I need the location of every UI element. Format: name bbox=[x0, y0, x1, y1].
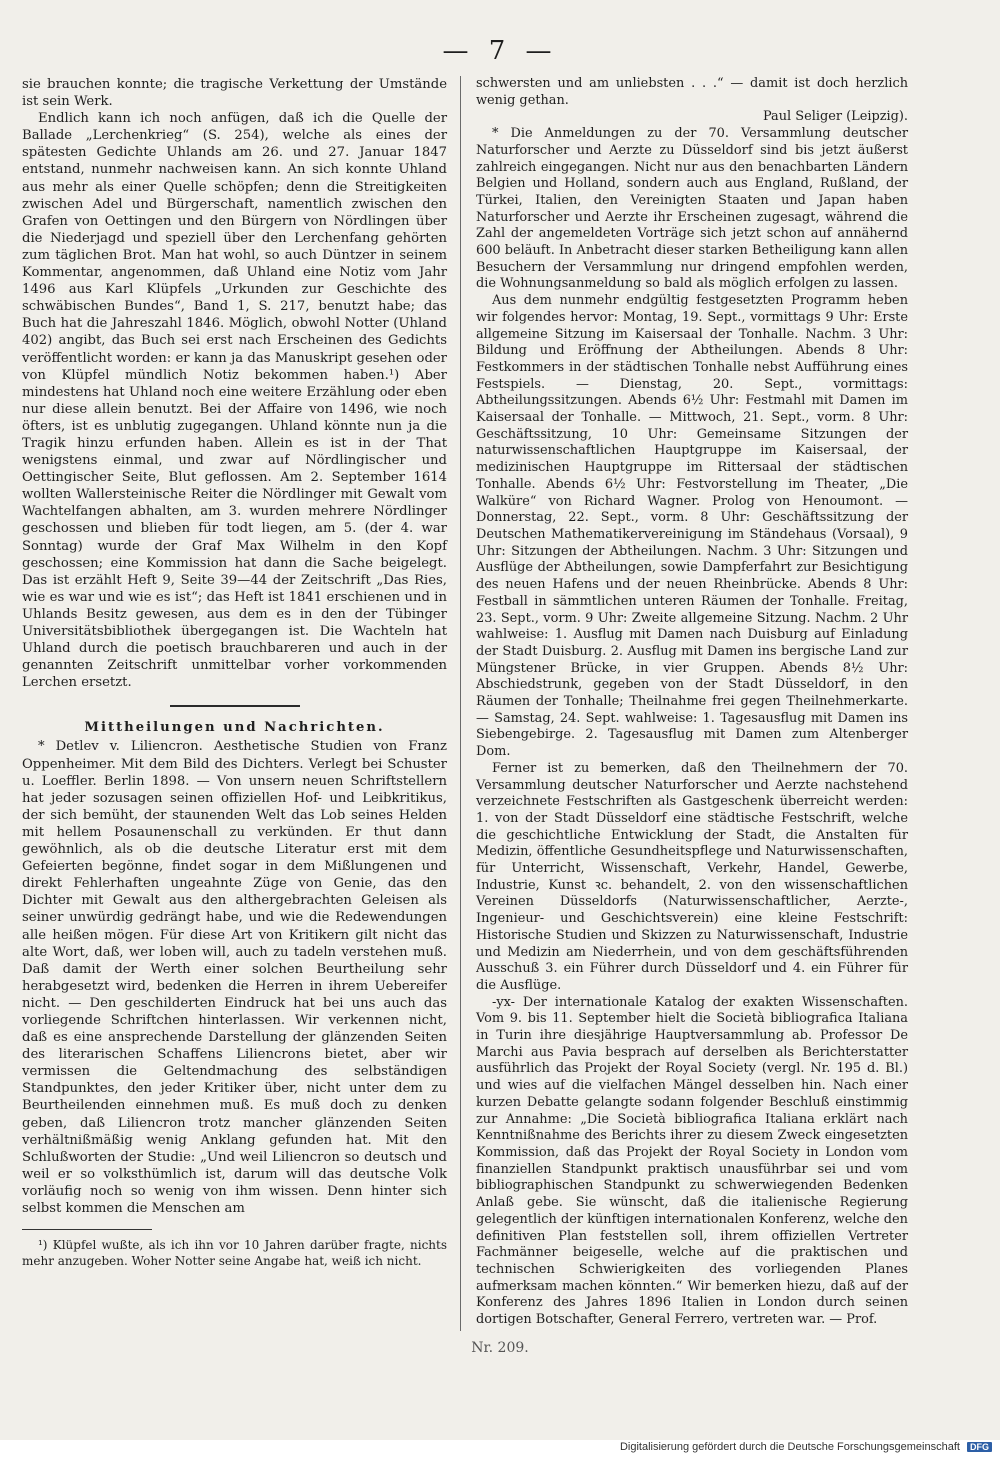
right-paragraph-4: Ferner ist zu bemerken, daß den Theilnehmern der 70. Versammlung deutscher Naturforscher und Aerzte nachstehend verzeichnete Festschriften als Gastgeschenk überreicht werden: 1. von der Stadt Düsseldorf eine städtische Festschrift, welche die geschichtliche Entwicklung der Stadt, die Anstalten für Medizin, öffentliche Gesundheitspflege und Naturwissenschaften, für Unterricht, Wissenschaft, Verkehr, Handel, Gewerbe, Industrie, Kunst ꝛc. behandelt, 2. von den wissenschaftlichen Vereinen Düsseldorfs (Naturwissenschaftlicher, Aerzte-, Ingenieur- und Geschichtsverein) eine kleine Festschrift: Historische Studien und Skizzen zu Naturwissenschaft, Industrie und Medizin am Niederrhein, und von dem geschäftsführenden Ausschuß 3. ein Führer durch Düsseldorf und 4. ein Führer für die Ausflüge. bbox=[476, 760, 908, 993]
left-paragraph-1: sie brauchen konnte; die tragische Verkettung der Umstände ist sein Werk. bbox=[22, 77, 447, 110]
column-divider bbox=[460, 76, 461, 1331]
footnote-divider bbox=[22, 1229, 152, 1230]
right-paragraph-3: Aus dem nunmehr endgültig festgesetzten Programm heben wir folgendes hervor: Montag, 19. Sept., vormittags 9 Uhr: Erste allgemeine Sitzung im Kaisersaal der Tonhalle. Nachm. 3 Uhr: Bildung und Eröffnung der Abtheilungen. Abends 8 Uhr: Festkommers in der städtischen Tonhalle nebst Aufführung eines Festspiels. — Dienstag, 20. Sept., vormittags: Abtheilungssitzungen. Abends 6½ Uhr: Festmahl mit Damen im Kaisersaal der Tonhalle. — Mittwoch, 21. Sept., vorm. 8 Uhr: Geschäftssitzung, 10 Uhr: Gemeinsame Sitzungen der naturwissenschaftlichen Hauptgruppe im Kaisersaal, der medizinischen Hauptgruppe im Rittersaal der städtischen Tonhalle. Abends 6½ Uhr: Festvorstellung im Theater, „Die Walküre“ von Richard Wagner. Prolog von Henoumont. — Donnerstag, 22. Sept., vorm. 8 Uhr: Geschäftssitzung der Deutschen Mathematikervereinigung im Ständehaus (Vorsaal), 9 Uhr: Sitzungen der Abtheilungen. Nachm. 3 Uhr: Sitzungen und Ausflüge der Abtheilungen, sowie Dampferfahrt zur Besichtigung des neuen Hafens und der neuen Rheinbrücke. Abends 8 Uhr: Festball in sämmtlichen unteren Räumen der Tonhalle. Freitag, 23. Sept., vorm. 9 Uhr: Zweite allgemeine Sitzung. Nachm. 2 Uhr wahlweise: 1. Ausflug mit Damen nach Duisburg auf Einladung der Stadt Duisburg. 2. Ausflug mit Damen ins bergische Land zur Müngstener Brücke, in vier Gruppen. Abends 8½ Uhr: Abschiedstrunk, gegeben von der Stadt Düsseldorf, in den Räumen der Tonhalle; Theilnahme frei gegen Theilnehmerkarte. — Samstag, 24. Sept. wahlweise: 1. Tagesausflug mit Damen ins Siebengebirge. 2. Tagesausflug mit Damen zum Altenberger Dom. bbox=[476, 293, 908, 760]
issue-number: Nr. 209. bbox=[471, 1340, 529, 1356]
footnote: ¹) Klüpfel wußte, als ich ihn vor 10 Jahren darüber fragte, nichts mehr anzugeben. Woher Notter seine Angabe hat, weiß ich nicht. bbox=[22, 1238, 447, 1268]
left-paragraph-2: Endlich kann ich noch anfügen, daß ich die Quelle der Ballade „Lerchenkrieg“ (S. 254), welche als eines der spätesten Gedichte Uhlands am 26. und 27. Januar 1847 entstand, nunmehr nachweisen kann. An sich konnte Uhland aus mehr als einer Quelle schöpfen; denn die Streitigkeiten zwischen Adel und Bürgerschaft, namentlich zwischen den Grafen von Oettingen und den Bürgern von Nördlingen über die Niederjagd und speziell über den Lerchenfang gehörten zum täglichen Brot. Man hat wohl, so auch Düntzer in seinem Kommentar, angenommen, daß Uhland eine Notiz vom Jahr 1496 aus Karl Klüpfels „Urkunden zur Geschichte des schwäbischen Bundes“, Band 1, S. 217, benutzt habe; das Buch hat die Jahreszahl 1846. Möglich, obwohl Notter (Uhland 402) angibt, das Buch sei erst nach Erscheinen des Gedichts veröffentlicht worden: er kann ja das Manuskript gesehen oder von Klüpfel mündlich Notiz bekommen haben.¹) Aber mindestens hat Uhland noch eine weitere Erzählung oder eben nur diese allein benutzt. Bei der Affaire von 1496, wie noch öfters, ist es unblutig zugegangen. Uhland könnte nun ja die Tragik hinzu erfunden haben. Allein es ist in der That wenigstens einmal, und zwar auf Nördlingischer und Oettingischer Seite, Blut geflossen. Am 2. September 1614 wollten Wallersteinische Reiter die Nördlinger mit Gewalt vom Wachtelfangen abhalten, am 3. wurden mehrere Nördlinger geschossen und blieben für todt liegen, am 5. (der 4. war Sonntag) wurde der Graf Max Wilhelm in den Kopf geschossen; eine Kommission hat dann die Sache beigelegt. Das ist erzählt Heft 9, Seite 39—44 der Zeitschrift „Das Ries, wie es war und wie es ist“; das Heft ist 1841 erschienen und in Uhlands Besitz gewesen, aus dem es in den der Tübinger Universitätsbibliothek übergegangen ist. Die Wachteln hat Uhland durch die poetisch brauchbareren und auch in der genannten Zeitschrift unmittelbar vorher vorkommenden Lerchen ersetzt. bbox=[22, 111, 447, 691]
dfg-logo: DFG bbox=[967, 1442, 992, 1452]
left-paragraph-3: * Detlev v. Liliencron. Aesthetische Studien von Franz Oppenheimer. Mit dem Bild des Dichters. Verlegt bei Schuster u. Loeffler. Berlin 1898. — Von unsern neuen Schriftstellern hat jeder sozusagen seinen offiziellen Hof- und Leibkritikus, der sich bemüht, der staunenden Welt das Lob seines Helden mit hellem Posaunenschall zu verkünden. Er thut dann gewöhnlich, als ob die deutsche Literatur erst mit dem Gefeierten begönne, findet sogar in dem Mißlungenen und direkt Fehlerhaften ungeahnte Züge von Genie, das den Dichter mit Gewalt aus den althergebrachten Geleisen als seiner unwürdig gedrängt habe, und wie die Redewendungen alle heißen mögen. Für diese Art von Kritikern gilt nicht das alte Wort, daß, wer loben will, auch zu tadeln verstehen muß. Daß damit der Werth einer solchen Beurtheilung sehr herabgesetzt wird, bedenken die Herren in ihrem Uebereifer nicht. — Den geschilderten Eindruck hat bei uns auch das vorliegende Schriftchen hinterlassen. Wir verkennen nicht, daß es eine ansprechende Darstellung der glänzenden Seiten des literarischen Schaffens Liliencrons bietet, aber wir vermissen die Geltendmachung des selbständigen Standpunktes, den jeder Kritiker über, nicht unter dem zu Beurtheilenden einnehmen muß. Es muß doch zu denken geben, daß Liliencron trotz mancher glänzenden Seiten verhältnißmäßig wenig Anklang gefunden hat. Mit den Schlußworten der Studie: „Und weil Liliencron so deutsch und weil er so volksthümlich ist, darum will das deutsche Volk vorläufig noch so wenig von ihm wissen. Denn hinter sich selbst kommen die Menschen am bbox=[22, 739, 447, 1216]
right-paragraph-2: * Die Anmeldungen zu der 70. Versammlung deutscher Naturforscher und Aerzte zu Düsseldorf sind bis jetzt äußerst zahlreich eingegangen. Nicht nur aus den benachbarten Ländern Belgien und Holland, sondern auch aus England, Rußland, der Türkei, Italien, den Vereinigten Staaten und Japan haben Naturforscher und Aerzte ihr Erscheinen zugesagt, während die Zahl der angemeldeten Vorträge sich jetzt schon auf annähernd 600 beläuft. In Anbetracht dieser starken Betheiligung kann allen Besuchern der Versammlung nur dringend empfohlen werden, die Wohnungsanmeldung so bald als möglich erfolgen zu lassen. bbox=[476, 126, 908, 292]
footer-bar bbox=[0, 1440, 1000, 1457]
author-signature: Paul Seliger (Leipzig). bbox=[762, 109, 908, 125]
right-paragraph-5: -yx- Der internationale Katalog der exakten Wissenschaften. Vom 9. bis 11. September hielt die Società bibliografica Italiana in Turin ihre diesjährige Hauptversammlung ab. Professor De Marchi aus Pavia besprach auf derselben als Berichterstatter ausführlich das Projekt der Royal Society (vergl. Nr. 195 d. Bl.) und wies auf die vielfachen Mängel desselben hin. Nach einer kurzen Debatte gelangte sodann folgender Beschluß einstimmig zur Annahme: „Die Società bibliografica Italiana erklärt nach Kenntnißnahme des Berichts ihrer zu diesem Zweck eingesetzten Kommission, daß das Projekt der Royal Society in London vom finanziellen Standpunkt praktisch unausführbar sei und vom bibliographischen Standpunkt zu schwerwiegenden Bedenken Anlaß gebe. Sie wünscht, daß die italienische Regierung gelegentlich der künftigen internationalen Konferenz, welche den definitiven Plan feststellen soll, ihrem offiziellen Vertreter Fachmänner beigeselle, welche auf die praktischen und technischen Schwierigkeiten des vorliegenden Planes aufmerksam machen könnten.“ Wir bemerken hiezu, daß auf der Konferenz des Jahres 1896 Italien in London durch seinen dortigen Botschafter, General Ferrero, vertreten war. — Prof. bbox=[476, 994, 908, 1328]
left-column bbox=[22, 76, 447, 1269]
section-divider bbox=[170, 705, 300, 707]
right-column bbox=[476, 76, 908, 1329]
section-title: Mittheilungen und Nachrichten. bbox=[84, 720, 385, 736]
right-paragraph-1: schwersten und am unliebsten . . .“ — damit ist doch herzlich wenig gethan. bbox=[476, 76, 908, 108]
footer-credit: Digitalisierung gefördert durch die Deutsche Forschungsgemeinschaft bbox=[619, 1441, 960, 1453]
page-number: — 7 — bbox=[442, 36, 558, 66]
